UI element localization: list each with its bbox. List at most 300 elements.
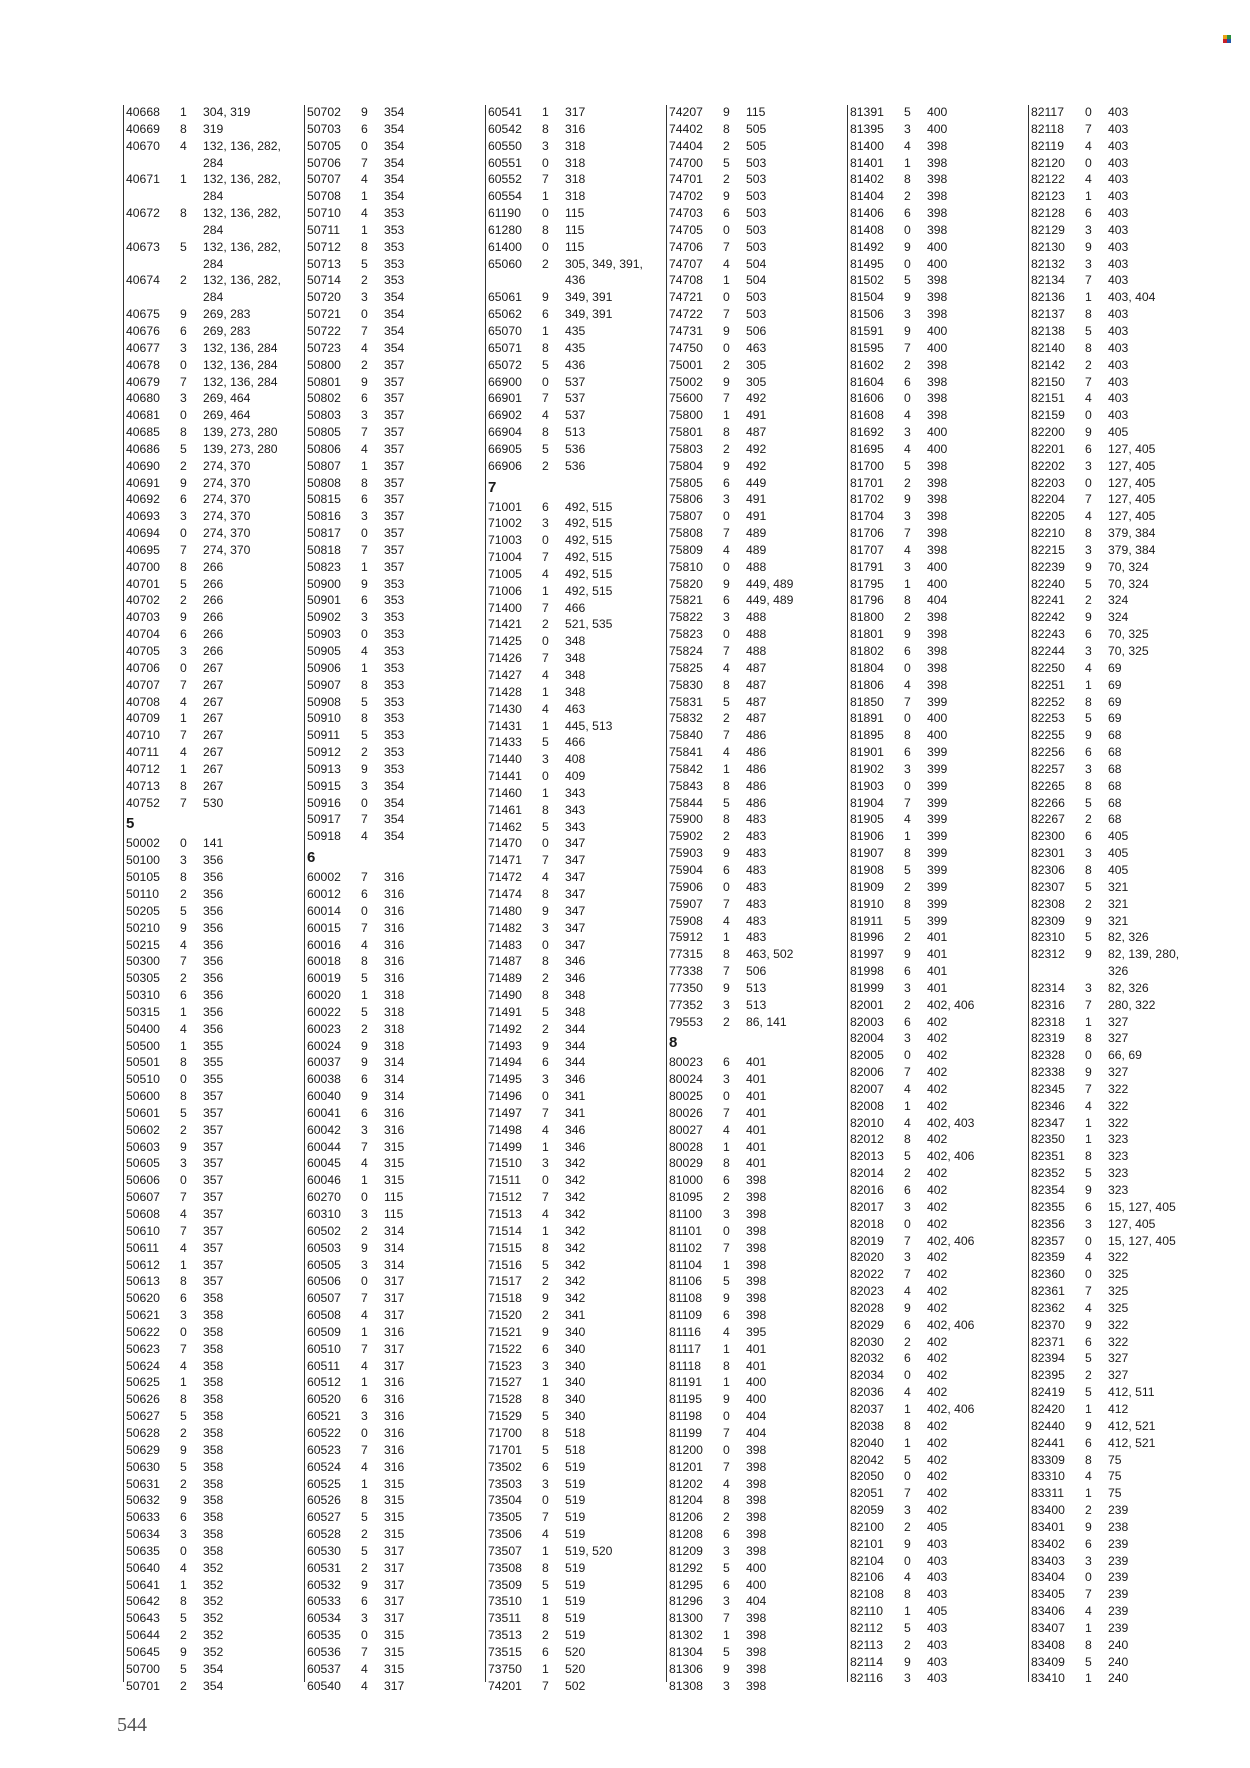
page-refs: 402 (927, 1452, 948, 1467)
part-number: 81904 (850, 795, 884, 810)
page-refs: 513 (746, 997, 767, 1012)
page-refs: 238 (1108, 1519, 1129, 1534)
logo-square-br (1227, 39, 1231, 43)
check-digit: 9 (904, 627, 911, 642)
page-refs: 519 (565, 1476, 586, 1491)
index-row (1029, 609, 1199, 626)
page-refs: 346 (565, 971, 586, 986)
page-refs: 317 (384, 1543, 405, 1558)
part-number: 82006 (850, 1065, 884, 1080)
page-refs: 403 (1108, 323, 1129, 338)
part-number: 83409 (1031, 1654, 1065, 1669)
page-refs: 348 (565, 668, 586, 682)
check-digit: 6 (904, 1014, 911, 1029)
part-number: 82112 (850, 1620, 883, 1635)
part-number: 82117 (1031, 105, 1064, 119)
page-refs: 412 (1108, 1401, 1129, 1416)
page-refs: 357 (384, 458, 405, 473)
check-digit: 1 (361, 189, 368, 204)
part-number: 82306 (1031, 862, 1065, 877)
page-refs: 403 (1108, 340, 1129, 355)
check-digit: 9 (1085, 1418, 1092, 1433)
page-refs: 15, 127, 405 (1108, 1199, 1176, 1214)
index-row (124, 660, 294, 677)
index-row (486, 1206, 656, 1223)
part-number: 71517 (488, 1274, 522, 1289)
part-number: 71003 (488, 533, 522, 548)
index-row (1029, 1081, 1199, 1098)
check-digit: 4 (1085, 1604, 1092, 1619)
part-number: 50710 (307, 206, 341, 221)
check-digit: 0 (723, 1409, 730, 1424)
check-digit: 2 (723, 829, 730, 844)
page-refs: 398 (746, 1510, 767, 1525)
page-refs: 398 (927, 374, 948, 389)
page-refs: 502 (565, 1678, 586, 1693)
check-digit: 8 (542, 988, 549, 1003)
page-refs: 316 (384, 1459, 405, 1474)
index-row (124, 1358, 294, 1375)
check-digit: 8 (723, 121, 730, 136)
index-row (848, 121, 1018, 138)
index-row (305, 188, 475, 205)
check-digit: 9 (904, 947, 911, 962)
part-number: 81295 (669, 1577, 703, 1592)
page-refs: 357 (203, 1156, 224, 1171)
check-digit: 2 (361, 1021, 368, 1036)
check-digit: 6 (723, 1527, 730, 1542)
part-number: 75801 (669, 425, 703, 440)
page-refs: 403 (1108, 239, 1129, 254)
index-row (124, 239, 294, 273)
page-refs: 503 (746, 290, 767, 305)
part-number: 82004 (850, 1031, 884, 1046)
part-number: 71490 (488, 988, 522, 1003)
page-refs: 347 (565, 886, 586, 901)
index-row (1029, 744, 1199, 761)
part-number: 82267 (1031, 812, 1065, 827)
part-number: 75810 (669, 559, 703, 574)
index-row (124, 1054, 294, 1071)
check-digit: 2 (904, 1334, 911, 1349)
check-digit: 9 (1085, 610, 1092, 625)
check-digit: 2 (542, 1274, 549, 1289)
part-number: 82252 (1031, 694, 1065, 709)
check-digit: 1 (723, 761, 730, 776)
check-digit: 1 (542, 1223, 549, 1238)
part-number: 83400 (1031, 1503, 1065, 1518)
index-row (848, 155, 1018, 172)
page-refs: 488 (746, 559, 767, 574)
check-digit: 3 (542, 1476, 549, 1491)
part-number: 81302 (669, 1628, 703, 1643)
page-refs: 139, 273, 280 (203, 425, 278, 440)
page-refs: 353 (384, 256, 405, 271)
index-row (667, 1240, 837, 1257)
part-number: 50642 (126, 1594, 160, 1609)
page-refs: 398 (927, 458, 948, 473)
check-digit: 5 (1085, 879, 1092, 894)
part-number: 50643 (126, 1611, 160, 1626)
page-refs: 70, 324 (1108, 576, 1149, 591)
index-row (848, 862, 1018, 879)
check-digit: 0 (904, 1048, 911, 1063)
part-number: 60024 (307, 1038, 341, 1053)
part-number: 71701 (488, 1442, 522, 1457)
page-refs: 356 (203, 853, 224, 868)
index-row (305, 121, 475, 138)
index-row (124, 710, 294, 727)
index-row (667, 997, 837, 1014)
index-row (486, 886, 656, 903)
part-number: 71489 (488, 971, 522, 986)
page-refs: 353 (384, 745, 405, 760)
part-number: 40674 (126, 273, 160, 288)
index-row (667, 609, 837, 626)
page-refs: 398 (746, 1207, 767, 1221)
page-refs: 403 (1108, 391, 1129, 406)
check-digit: 1 (723, 1139, 730, 1154)
page-refs: 358 (203, 1459, 224, 1474)
index-row (486, 357, 656, 374)
part-number: 82106 (850, 1570, 884, 1585)
check-digit: 7 (723, 1105, 730, 1120)
check-digit: 9 (1085, 239, 1092, 254)
page-refs: 322 (1108, 1098, 1129, 1113)
check-digit: 8 (1085, 1149, 1092, 1164)
check-digit: 7 (542, 1190, 549, 1205)
check-digit: 6 (723, 475, 730, 490)
check-digit: 3 (361, 290, 368, 305)
check-digit: 2 (904, 357, 911, 372)
index-row (124, 778, 294, 795)
index-row (667, 727, 837, 744)
check-digit: 8 (180, 1392, 187, 1407)
page-refs: 115 (746, 105, 766, 119)
part-number: 77350 (669, 980, 703, 995)
check-digit: 1 (542, 1594, 549, 1609)
check-digit: 7 (180, 1223, 187, 1238)
part-number: 82355 (1031, 1199, 1065, 1214)
index-row (667, 458, 837, 475)
page-refs: 132, 136, 282, 284 (203, 273, 281, 305)
page-refs: 483 (746, 862, 767, 877)
index-row (848, 592, 1018, 609)
index-row (667, 1661, 837, 1678)
page-refs: 266 (203, 576, 224, 591)
index-row (486, 869, 656, 886)
page-refs: 492 (746, 441, 767, 456)
index-row (305, 576, 475, 593)
index-row (124, 1341, 294, 1358)
page-refs: 139, 273, 280 (203, 441, 278, 456)
part-number: 50644 (126, 1628, 160, 1643)
check-digit: 4 (723, 1122, 730, 1137)
page-refs: 115 (565, 239, 585, 254)
check-digit: 3 (361, 1207, 368, 1221)
page-refs: 316 (384, 937, 405, 952)
page-refs: 354 (384, 290, 405, 305)
page-refs: 358 (203, 1527, 224, 1542)
index-row (848, 1165, 1018, 1182)
check-digit: 3 (1085, 761, 1092, 776)
check-digit: 0 (723, 627, 730, 642)
part-number: 81116 (669, 1324, 702, 1339)
part-number: 50708 (307, 189, 341, 204)
index-row (124, 1442, 294, 1459)
page-refs: 358 (203, 1442, 224, 1457)
part-number: 50713 (307, 256, 341, 271)
index-row (848, 306, 1018, 323)
page-refs: 269, 464 (203, 391, 251, 406)
index-row (1029, 121, 1199, 138)
check-digit: 5 (361, 728, 368, 743)
part-number: 82108 (850, 1587, 884, 1602)
index-row (667, 1341, 837, 1358)
page-refs: 519 (565, 1527, 586, 1542)
index-row (848, 896, 1018, 913)
page-refs: 75 (1108, 1452, 1122, 1467)
check-digit: 3 (1085, 644, 1092, 658)
part-number: 81395 (850, 121, 884, 136)
part-number: 82319 (1031, 1031, 1065, 1046)
check-digit: 0 (904, 1368, 911, 1383)
page-refs: 68 (1108, 795, 1122, 810)
page-refs: 269, 464 (203, 408, 251, 423)
index-row (848, 727, 1018, 744)
part-number: 82307 (1031, 879, 1065, 894)
part-number: 50500 (126, 1038, 160, 1053)
page-refs: 503 (746, 239, 767, 254)
index-row (667, 340, 837, 357)
page-refs: 316 (384, 954, 405, 969)
check-digit: 5 (180, 1105, 187, 1120)
check-digit: 4 (180, 745, 187, 760)
check-digit: 7 (361, 155, 368, 170)
page-refs: 348 (565, 1004, 586, 1019)
part-number: 60512 (307, 1375, 341, 1390)
index-row (124, 458, 294, 475)
part-number: 60045 (307, 1156, 341, 1171)
part-number: 50621 (126, 1308, 160, 1323)
index-row (667, 1610, 837, 1627)
index-row (667, 256, 837, 273)
index-row (1029, 1317, 1199, 1334)
part-number: 50701 (126, 1678, 160, 1693)
index-row (848, 1182, 1018, 1199)
part-number: 82300 (1031, 829, 1065, 844)
page-refs: 400 (927, 256, 948, 271)
check-digit: 6 (723, 1308, 730, 1323)
part-number: 74708 (669, 273, 703, 288)
page-refs: 340 (565, 1392, 586, 1407)
page-refs: 15, 127, 405 (1108, 1233, 1176, 1248)
part-number: 82114 (850, 1654, 883, 1669)
part-number: 77352 (669, 997, 703, 1012)
part-number: 81595 (850, 340, 884, 355)
index-row (848, 1654, 1018, 1671)
check-digit: 0 (1085, 1233, 1092, 1248)
check-digit: 2 (1085, 357, 1092, 372)
index-row (848, 1637, 1018, 1654)
index-row (848, 1670, 1018, 1687)
part-number: 75912 (669, 930, 703, 945)
index-row (124, 609, 294, 626)
page-refs: 401 (746, 1105, 767, 1120)
page-refs: 316 (384, 1375, 405, 1390)
part-number: 50602 (126, 1122, 160, 1137)
part-number: 82104 (850, 1553, 884, 1568)
check-digit: 1 (904, 1401, 911, 1416)
index-row (848, 694, 1018, 711)
part-number: 73509 (488, 1577, 522, 1592)
part-number: 71427 (488, 668, 522, 682)
index-row (486, 583, 656, 600)
index-row (305, 920, 475, 937)
check-digit: 2 (542, 256, 549, 271)
index-row (486, 1509, 656, 1526)
part-number: 40712 (126, 761, 160, 776)
part-number: 71462 (488, 819, 522, 834)
check-digit: 7 (723, 728, 730, 743)
check-digit: 1 (1085, 1014, 1092, 1029)
index-row (305, 357, 475, 374)
page-refs: 398 (927, 408, 948, 423)
index-row (486, 835, 656, 852)
page-refs: 317 (384, 1611, 405, 1626)
check-digit: 7 (361, 425, 368, 440)
part-number: 82132 (1031, 256, 1065, 271)
check-digit: 4 (1085, 138, 1092, 153)
page-refs: 402 (927, 1098, 948, 1113)
part-number: 71523 (488, 1358, 522, 1373)
check-digit: 3 (542, 516, 549, 531)
page-refs: 316 (384, 903, 405, 918)
page-refs: 269, 283 (203, 307, 251, 322)
page-refs: 352 (203, 1560, 224, 1575)
index-row (848, 357, 1018, 374)
page-refs: 82, 139, 280, 326 (1108, 947, 1180, 979)
part-number: 83408 (1031, 1637, 1065, 1652)
check-digit: 1 (904, 155, 911, 170)
check-digit: 4 (542, 1207, 549, 1221)
part-number: 81000 (669, 1173, 703, 1188)
index-row (124, 1593, 294, 1610)
index-row (124, 1189, 294, 1206)
part-number: 50917 (307, 812, 341, 827)
part-number: 75800 (669, 408, 703, 423)
section-heading: 6 (307, 849, 316, 867)
index-row (1029, 1350, 1199, 1367)
page-refs: 398 (927, 660, 948, 675)
check-digit: 3 (180, 1308, 187, 1323)
part-number: 50816 (307, 509, 341, 524)
check-digit: 1 (180, 105, 187, 119)
part-number: 82266 (1031, 795, 1065, 810)
check-digit: 9 (361, 1038, 368, 1053)
part-number: 81308 (669, 1678, 703, 1693)
page-refs: 358 (203, 1493, 224, 1508)
check-digit: 5 (361, 971, 368, 986)
part-number: 50706 (307, 155, 341, 170)
index-row (305, 1307, 475, 1324)
index-row (667, 357, 837, 374)
part-number: 82001 (850, 997, 884, 1012)
part-number: 60023 (307, 1021, 341, 1036)
part-number: 82036 (850, 1385, 884, 1400)
part-number: 81591 (850, 323, 884, 338)
check-digit: 3 (723, 1543, 730, 1558)
part-number: 71700 (488, 1425, 522, 1440)
index-row (848, 1586, 1018, 1603)
check-digit: 6 (904, 1317, 911, 1332)
page-refs: 75 (1108, 1469, 1122, 1484)
index-row (124, 508, 294, 525)
part-number: 73513 (488, 1628, 522, 1643)
section-heading: 8 (669, 1034, 678, 1052)
index-row (486, 239, 656, 256)
index-row (124, 441, 294, 458)
page-refs: 403 (927, 1654, 948, 1669)
page-refs: 353 (384, 610, 405, 625)
index-row (848, 205, 1018, 222)
index-row (486, 1307, 656, 1324)
part-number: 81604 (850, 374, 884, 389)
part-number: 50815 (307, 492, 341, 507)
index-row (1029, 1485, 1199, 1502)
page-refs: 399 (927, 745, 948, 760)
page-refs: 358 (203, 1375, 224, 1390)
index-row (486, 1071, 656, 1088)
part-number: 81806 (850, 677, 884, 692)
index-row (667, 761, 837, 778)
part-number: 71441 (488, 769, 522, 784)
index-row (305, 1425, 475, 1442)
check-digit: 1 (361, 660, 368, 675)
page-refs: 132, 136, 282, 284 (203, 206, 281, 237)
check-digit: 9 (361, 761, 368, 776)
check-digit: 8 (542, 1392, 549, 1407)
page-refs: 399 (927, 879, 948, 894)
page-refs: 267 (203, 778, 224, 793)
check-digit: 1 (904, 1098, 911, 1113)
check-digit: 2 (904, 1166, 911, 1181)
index-row (667, 407, 837, 424)
page-refs: 349, 391 (565, 290, 613, 305)
part-number: 82371 (1031, 1334, 1065, 1349)
index-row (305, 374, 475, 391)
check-digit: 0 (361, 795, 368, 810)
check-digit: 3 (180, 1156, 187, 1171)
index-row (305, 778, 475, 795)
check-digit: 8 (723, 1493, 730, 1508)
page-refs: 315 (384, 1139, 405, 1154)
part-number: 50305 (126, 971, 160, 986)
part-number: 60019 (307, 971, 341, 986)
index-row (305, 710, 475, 727)
check-digit: 9 (361, 105, 368, 119)
page-refs: 503 (746, 155, 767, 170)
check-digit: 3 (904, 559, 911, 574)
part-number: 71426 (488, 651, 522, 666)
check-digit: 4 (542, 408, 549, 423)
page-refs: 68 (1108, 778, 1122, 793)
page-refs: 344 (565, 1021, 586, 1036)
part-number: 50913 (307, 761, 341, 776)
page-refs: 347 (565, 903, 586, 918)
check-digit: 5 (723, 795, 730, 810)
check-digit: 2 (904, 879, 911, 894)
